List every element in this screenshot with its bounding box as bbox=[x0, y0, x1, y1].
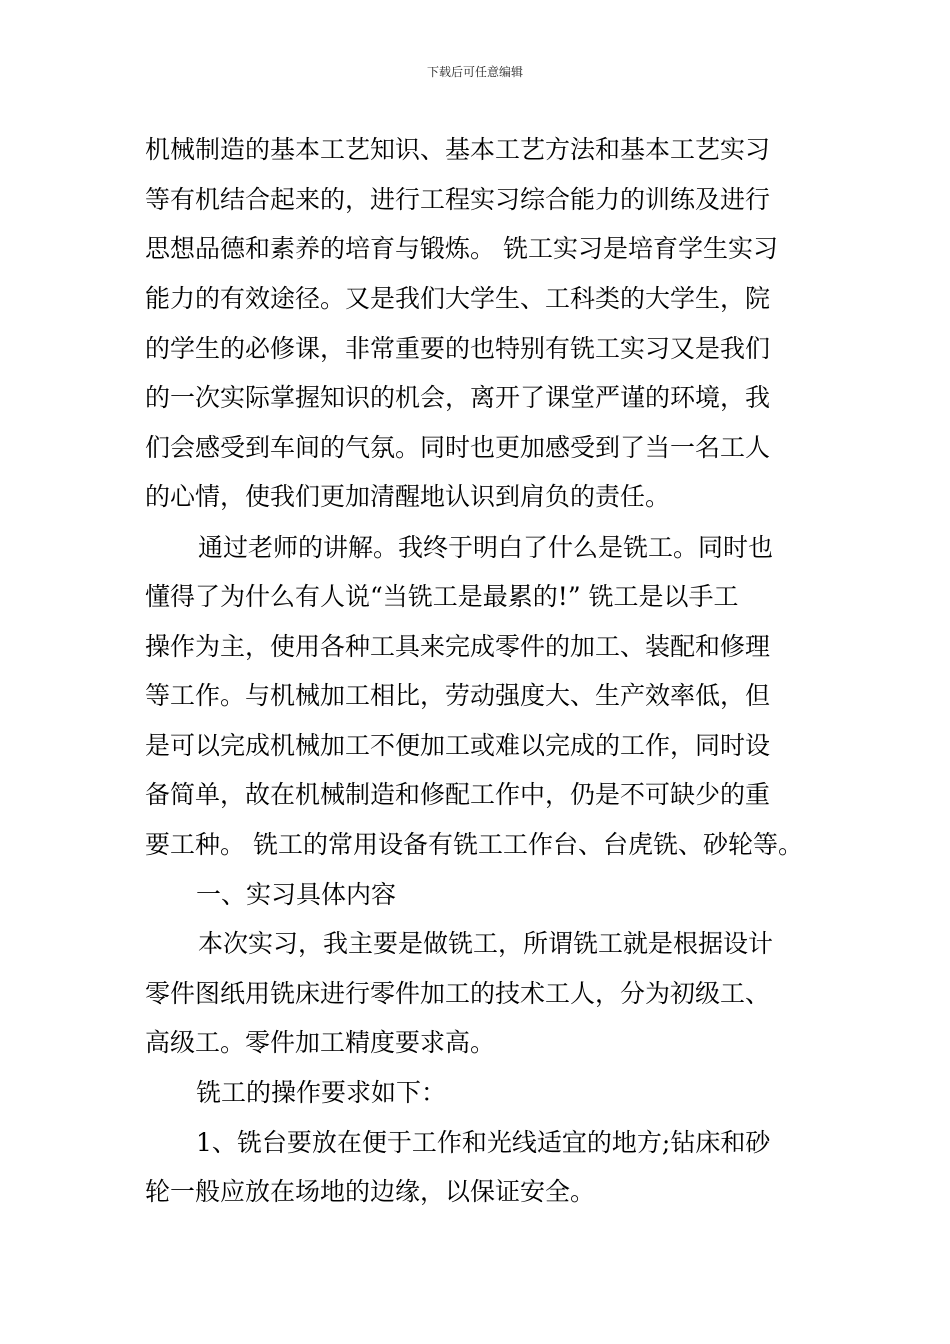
section-heading: 一、实习具体内容 bbox=[196, 880, 397, 909]
body-line: 备简单，故在机械制造和修配工作中，仍是不可缺少的重 bbox=[145, 780, 771, 809]
body-line: 高级工。零件加工精度要求高。 bbox=[145, 1028, 496, 1057]
body-line: 的学生的必修课，非常重要的也特别有铣工实习又是我们 bbox=[145, 334, 771, 363]
body-line: 零件图纸用铣床进行零件加工的技术工人，分为初级工、 bbox=[145, 979, 771, 1008]
body-line: 是可以完成机械加工不便加工或难以完成的工作，同时设 bbox=[145, 731, 771, 760]
body-line: 要工种。 铣工的常用设备有铣工工作台、台虎铣、砂轮等。 bbox=[145, 830, 803, 859]
body-line: 轮一般应放在场地的边缘，以保证安全。 bbox=[145, 1177, 596, 1206]
paragraph-start-line: 本次实习，我主要是做铣工，所谓铣工就是根据设计 bbox=[198, 929, 774, 958]
body-line: 懂得了为什么有人说“当铣工是最累的!” 铣工是以手工 bbox=[145, 582, 739, 611]
body-line: 思想品德和素养的培育与锻炼。 铣工实习是培育学生实习 bbox=[145, 234, 778, 263]
body-line: 机械制造的基本工艺知识、基本工艺方法和基本工艺实习 bbox=[145, 135, 771, 164]
body-line: 操作为主，使用各种工具来完成零件的加工、装配和修理 bbox=[145, 632, 771, 661]
body-line: 能力的有效途径。又是我们大学生、工科类的大学生，院 bbox=[145, 284, 771, 313]
body-line: 的一次实际掌握知识的机会，离开了课堂严谨的环境，我 bbox=[145, 383, 771, 412]
body-line: 的心情，使我们更加清醒地认识到肩负的责任。 bbox=[145, 482, 671, 511]
paragraph-start-line: 铣工的操作要求如下： bbox=[196, 1078, 447, 1107]
paragraph-start-line: 通过老师的讲解。我终于明白了什么是铣工。同时也 bbox=[198, 533, 774, 562]
body-line: 们会感受到车间的气氛。同时也更加感受到了当一名工人 bbox=[145, 433, 771, 462]
body-line: 等有机结合起来的，进行工程实习综合能力的训练及进行 bbox=[145, 185, 771, 214]
body-line: 等工作。与机械加工相比，劳动强度大、生产效率低，但 bbox=[145, 681, 771, 710]
list-item-line: 1、铣台要放在便于工作和光线适宜的地方;钻床和砂 bbox=[196, 1128, 771, 1157]
page-header: 下载后可任意编辑 bbox=[426, 65, 523, 79]
